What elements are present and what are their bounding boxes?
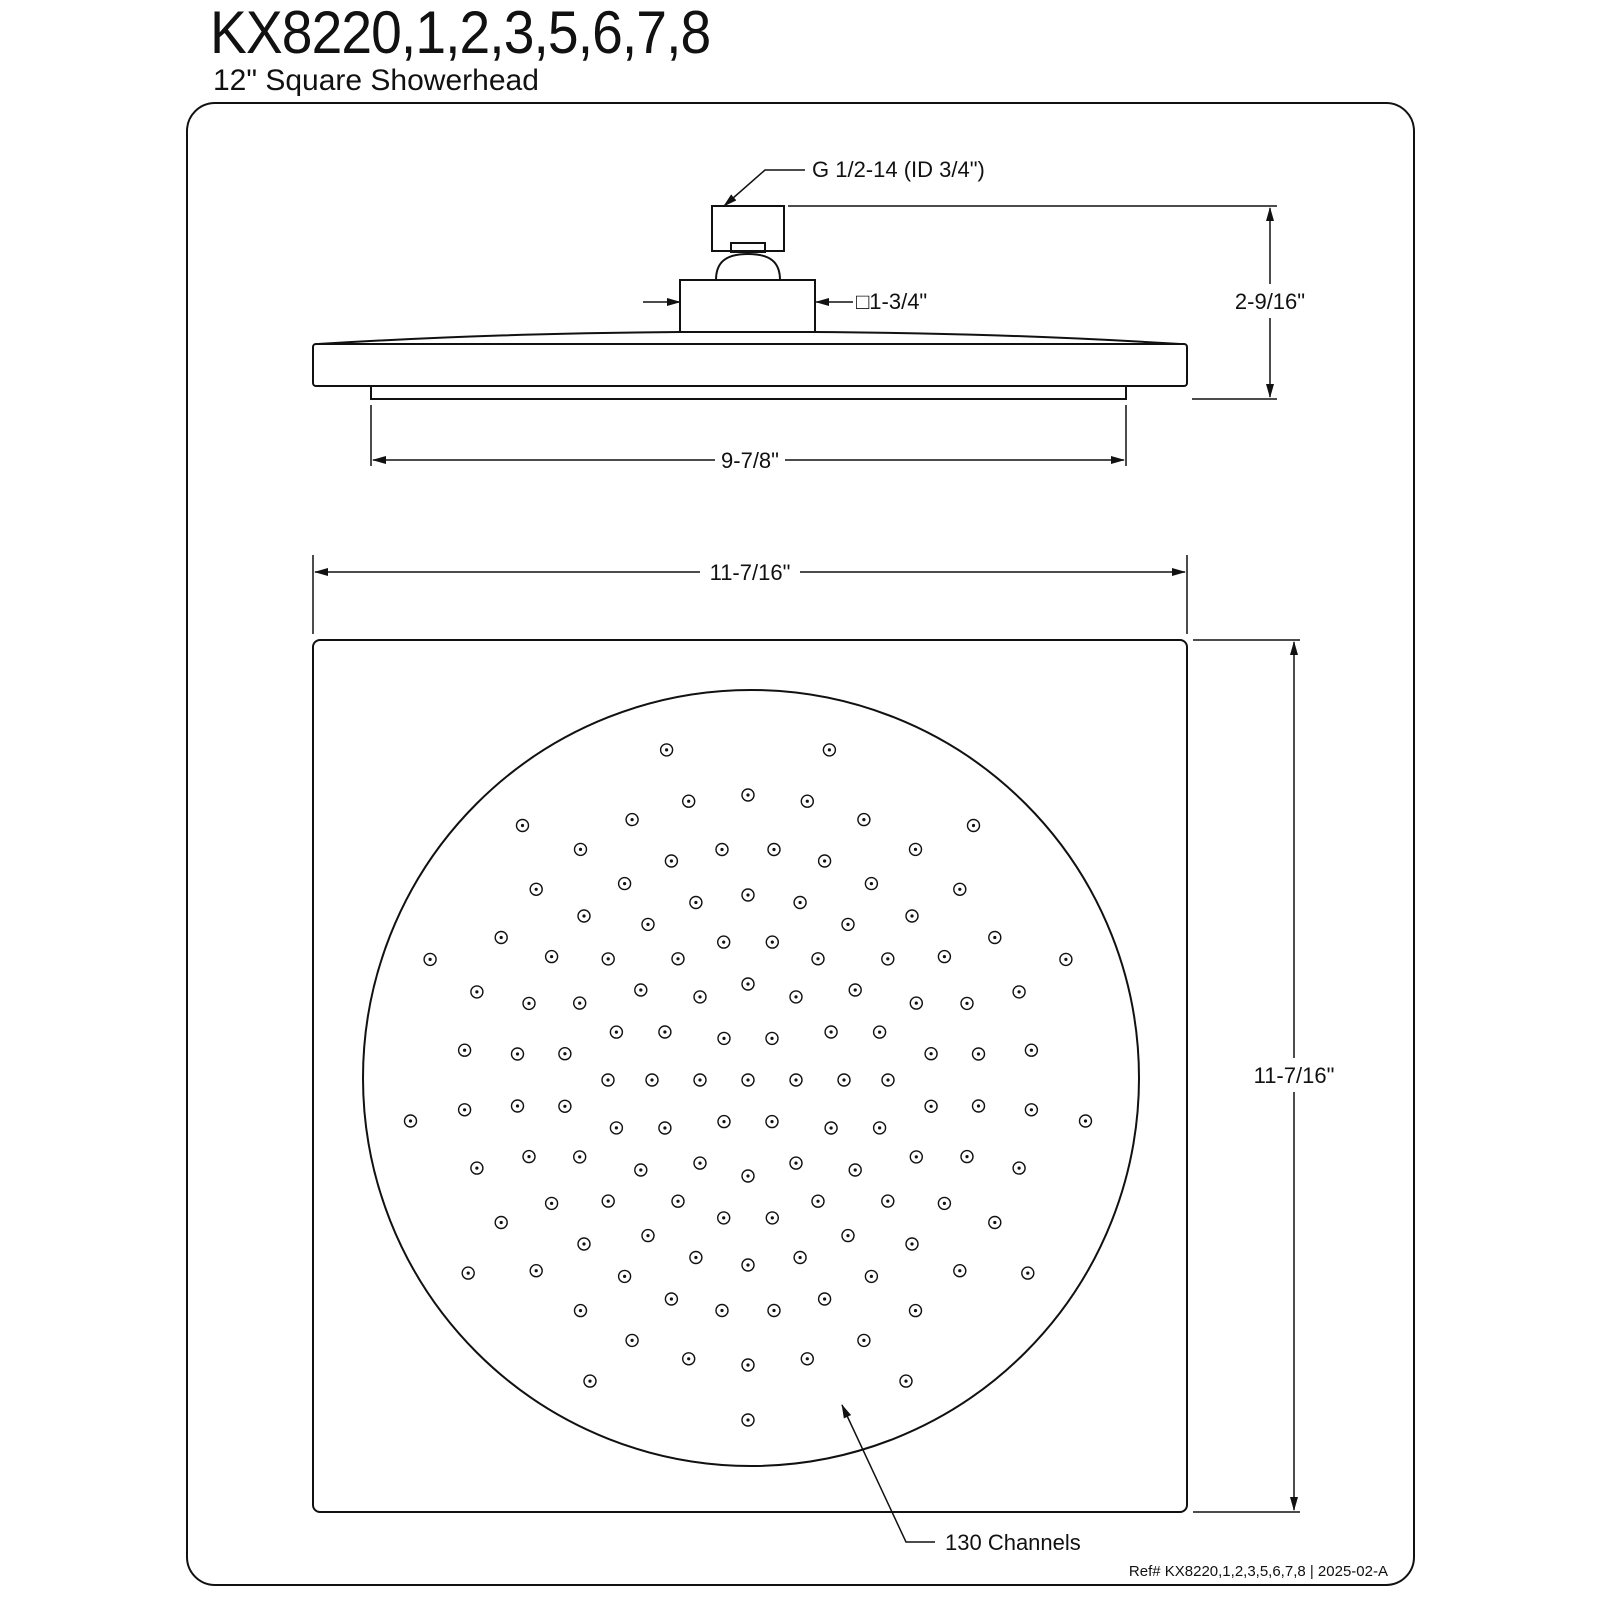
nozzle-center (806, 800, 809, 803)
nozzle-center (579, 1309, 582, 1312)
nozzle-center (1026, 1272, 1029, 1275)
nozzle-center (958, 1269, 961, 1272)
nozzle-center (746, 1418, 749, 1421)
nozzle-center (816, 1200, 819, 1203)
nozzle-center (886, 1078, 889, 1081)
nozzle-center (722, 1037, 725, 1040)
nozzle-center (720, 848, 723, 851)
nozzle-center (965, 1155, 968, 1158)
side-height-label: 2-9/16" (1234, 289, 1306, 314)
nozzle-center (878, 1031, 881, 1034)
nozzle-center (746, 1078, 749, 1081)
nozzle-center (806, 1357, 809, 1360)
nozzle-center (746, 893, 749, 896)
nozzle-center (663, 1030, 666, 1033)
nozzle-center (623, 882, 626, 885)
top-view (313, 555, 1300, 1512)
nozzle-center (500, 936, 503, 939)
nozzle-center (977, 1104, 980, 1107)
nozzle-center (521, 824, 524, 827)
nozzle-center (862, 1339, 865, 1342)
nozzle-center (1030, 1049, 1033, 1052)
nozzle-center (582, 1242, 585, 1245)
nozzle-center (527, 1155, 530, 1158)
nozzle-center (631, 1339, 634, 1342)
nozzle-center (639, 988, 642, 991)
nozzle-center (915, 1002, 918, 1005)
nozzle-center (563, 1052, 566, 1055)
nozzle-center (676, 957, 679, 960)
nozzle-center (816, 957, 819, 960)
model-title: KX8220,1,2,3,5,6,7,8 (210, 0, 711, 66)
nozzle-center (687, 800, 690, 803)
connection-nut (712, 206, 784, 251)
nozzle-center (771, 1216, 774, 1219)
nozzle-center (972, 824, 975, 827)
connection-label: G 1/2-14 (ID 3/4") (812, 157, 985, 182)
nozzle-center (746, 1363, 749, 1366)
nozzle-center (516, 1052, 519, 1055)
nozzle-center (993, 1221, 996, 1224)
nozzle-center (943, 955, 946, 958)
nozzle-center (535, 1269, 538, 1272)
nozzle-center (993, 936, 996, 939)
spray-face (371, 386, 1126, 399)
nozzle-center (722, 1216, 725, 1219)
nozzle-center (943, 1202, 946, 1205)
nozzle-center (646, 923, 649, 926)
nozzle-center (527, 1002, 530, 1005)
neck-label: □1-3/4" (856, 289, 928, 314)
nozzle-center (631, 818, 634, 821)
nozzle-center (623, 1275, 626, 1278)
nozzle-center (914, 1309, 917, 1312)
nozzle-center (823, 859, 826, 862)
nozzle-center (429, 958, 432, 961)
nozzle-center (694, 1256, 697, 1259)
spray-nozzles (405, 744, 1092, 1426)
nozzle-center (930, 1105, 933, 1108)
nozzle-center (698, 995, 701, 998)
nozzle-center (770, 1120, 773, 1123)
nozzle-center (639, 1168, 642, 1171)
spray-disc (363, 690, 1139, 1466)
face-width-label: 9-7/8" (721, 448, 779, 473)
nozzle-center (977, 1052, 980, 1055)
nozzle-center (687, 1357, 690, 1360)
nozzle-center (1030, 1108, 1033, 1111)
nozzle-center (694, 901, 697, 904)
top-height-label: 11-7/16" (1253, 1063, 1335, 1088)
nozzle-center (650, 1078, 653, 1081)
nozzle-center (794, 995, 797, 998)
head-taper (318, 332, 1180, 344)
square-plate (313, 640, 1187, 1512)
nozzle-center (799, 901, 802, 904)
nozzle-center (1018, 990, 1021, 993)
nozzle-center (746, 1174, 749, 1177)
nozzle-center (698, 1078, 701, 1081)
nozzle-center (746, 982, 749, 985)
nozzle-center (878, 1126, 881, 1129)
nozzle-center (770, 1037, 773, 1040)
nozzle-center (915, 1155, 918, 1158)
nozzle-center (663, 1126, 666, 1129)
nozzle-center (904, 1380, 907, 1383)
nozzle-center (607, 1200, 610, 1203)
side-view (313, 206, 1277, 466)
nozzle-center (794, 1078, 797, 1081)
reference-code: Ref# KX8220,1,2,3,5,6,7,8 | 2025-02-A (1128, 1563, 1388, 1580)
nozzle-center (830, 1030, 833, 1033)
nozzle-center (830, 1126, 833, 1129)
nozzle-center (646, 1234, 649, 1237)
nozzle-center (854, 988, 857, 991)
nozzle-center (910, 914, 913, 917)
nozzle-center (409, 1119, 412, 1122)
nozzle-center (670, 1297, 673, 1300)
nozzle-center (582, 914, 585, 917)
nozzle-center (606, 1078, 609, 1081)
nozzle-center (772, 848, 775, 851)
model-subtitle: 12" Square Showerhead (213, 64, 539, 97)
nozzle-center (842, 1078, 845, 1081)
nozzle-center (550, 955, 553, 958)
nozzle-center (467, 1272, 470, 1275)
channels-label: 130 Channels (945, 1530, 1081, 1555)
nozzle-center (550, 1202, 553, 1205)
nozzle-center (722, 1120, 725, 1123)
nozzle-center (823, 1297, 826, 1300)
nozzle-center (463, 1108, 466, 1111)
nozzle-center (886, 957, 889, 960)
nozzle-center (615, 1126, 618, 1129)
nozzle-center (771, 941, 774, 944)
nozzle-center (579, 848, 582, 851)
nozzle-center (794, 1162, 797, 1165)
drawing-frame (187, 103, 1414, 1585)
nozzle-center (698, 1162, 701, 1165)
head-body (313, 344, 1187, 386)
nozzle-center (607, 957, 610, 960)
nozzle-center (665, 748, 668, 751)
nozzle-center (578, 1155, 581, 1158)
nozzle-center (475, 1167, 478, 1170)
nozzle-center (676, 1200, 679, 1203)
nozzle-center (870, 1275, 873, 1278)
nozzle-center (615, 1031, 618, 1034)
nozzle-center (862, 818, 865, 821)
nozzle-center (846, 923, 849, 926)
nozzle-center (965, 1002, 968, 1005)
nozzle-center (846, 1234, 849, 1237)
nozzle-center (1084, 1119, 1087, 1122)
nozzle-center (799, 1256, 802, 1259)
channels-leader (842, 1405, 935, 1542)
nozzle-center (500, 1221, 503, 1224)
ball-joint (716, 254, 780, 280)
connection-leader (724, 170, 805, 206)
nozzle-center (588, 1380, 591, 1383)
nozzle-center (475, 990, 478, 993)
nozzle-center (670, 859, 673, 862)
nozzle-center (828, 748, 831, 751)
nozzle-center (722, 941, 725, 944)
nozzle-center (578, 1002, 581, 1005)
nozzle-center (914, 848, 917, 851)
nozzle-center (1064, 958, 1067, 961)
nozzle-center (772, 1309, 775, 1312)
nozzle-center (563, 1105, 566, 1108)
nozzle-center (854, 1168, 857, 1171)
nozzle-center (516, 1104, 519, 1107)
nozzle-center (930, 1052, 933, 1055)
nozzle-center (746, 1263, 749, 1266)
nozzle-center (870, 882, 873, 885)
nozzle-center (535, 888, 538, 891)
nozzle-center (463, 1049, 466, 1052)
nozzle-center (886, 1200, 889, 1203)
nozzle-center (746, 793, 749, 796)
nozzle-center (910, 1242, 913, 1245)
top-width-label: 11-7/16" (709, 560, 791, 585)
neck-block (680, 280, 815, 332)
nozzle-center (1018, 1167, 1021, 1170)
nozzle-center (958, 888, 961, 891)
nozzle-center (720, 1309, 723, 1312)
